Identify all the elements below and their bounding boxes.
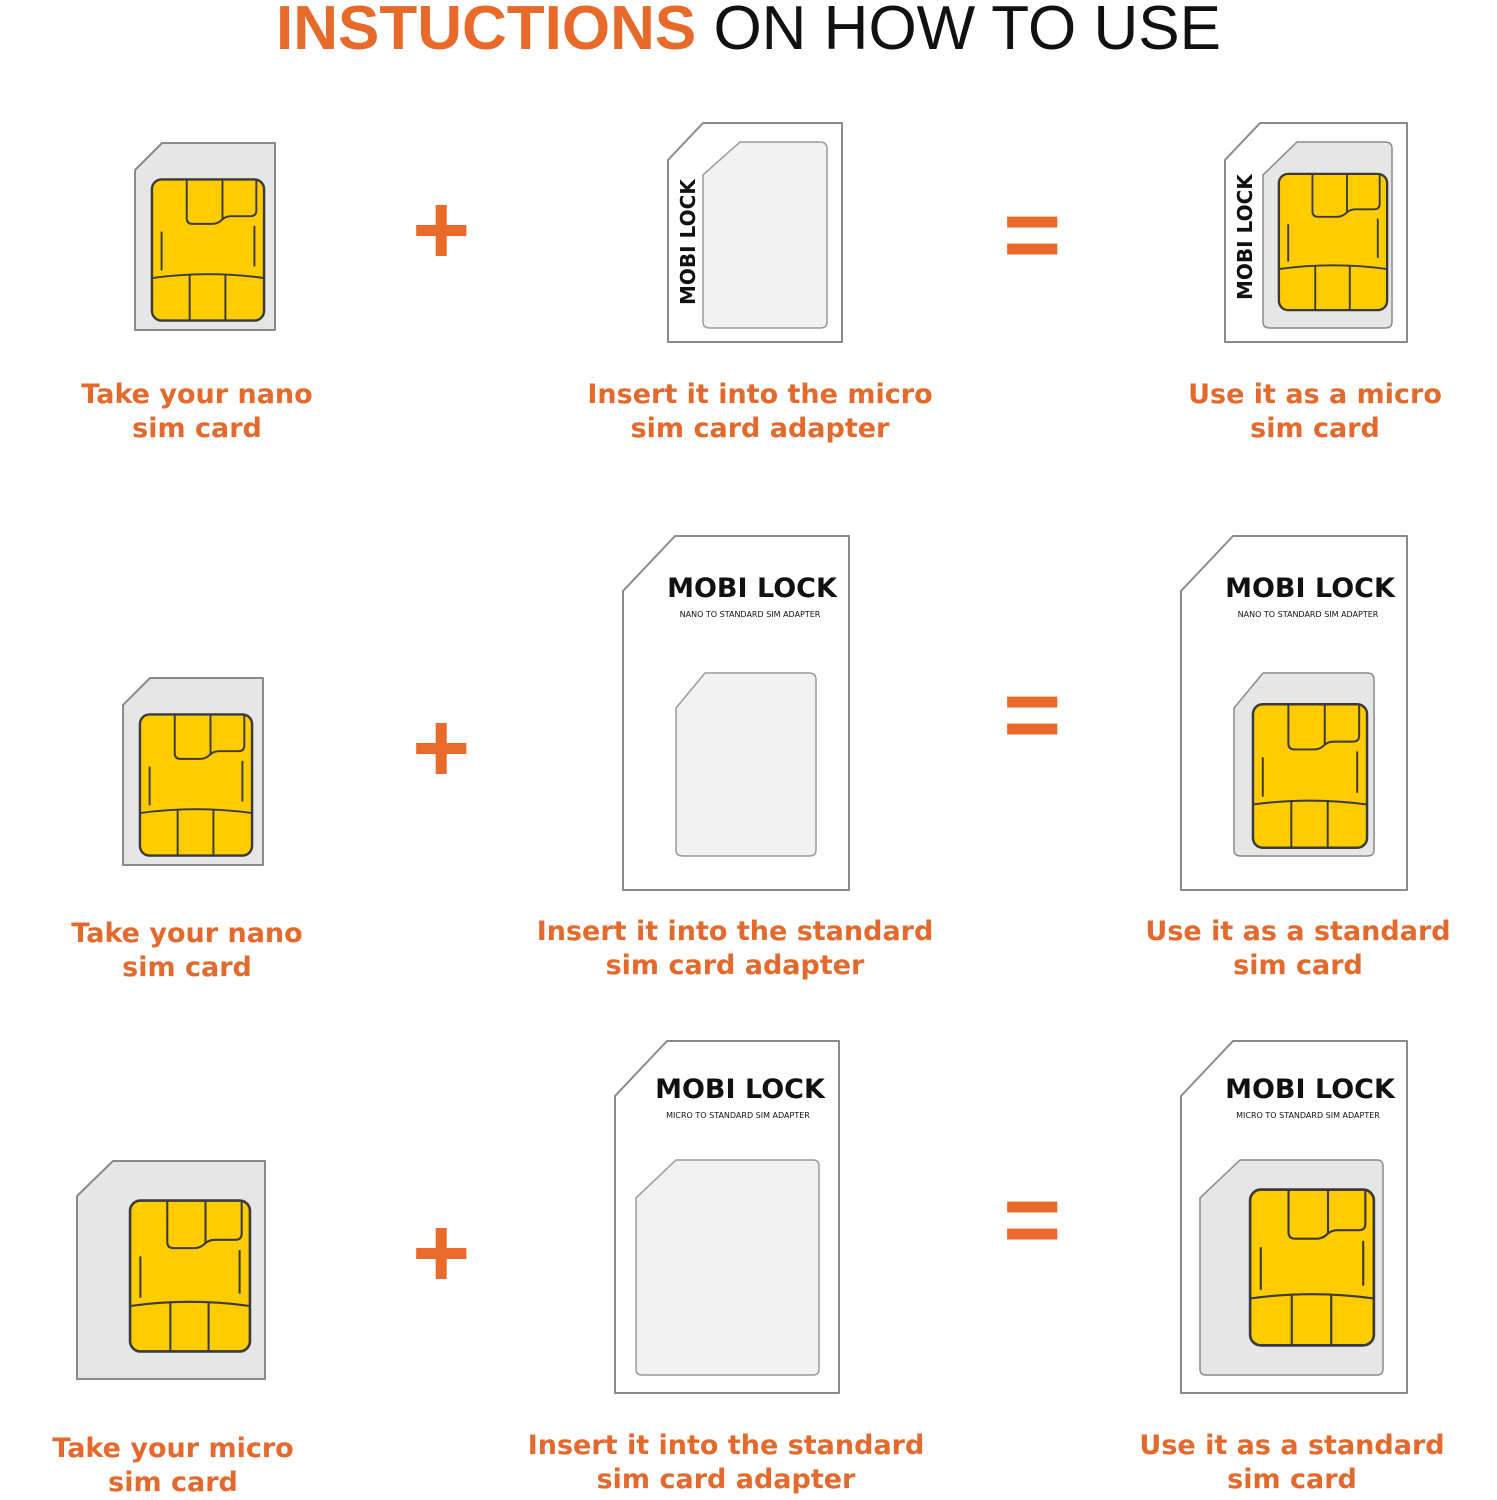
row2-left-caption [0,917,397,985]
standard-sim-adapter [612,1038,844,1398]
caption-line: sim card [132,413,262,444]
caption-line: Take your nano [71,918,303,949]
sim-chip [130,1201,250,1352]
row1-middle-caption [550,378,970,446]
caption-line: Insert it into the standard [527,1430,925,1461]
caption-line: Use it as a standard [1145,916,1451,947]
caption-line: sim card adapter [630,413,890,444]
nano-sim-card [118,675,268,870]
plus-sign: + [412,1197,471,1309]
standard-sim-assembled [1178,1038,1410,1398]
adapter-brand: MOBI LOCK [1225,573,1395,604]
plus-sign: + [412,692,471,804]
nano-sim-card [130,140,280,335]
adapter-subtitle: MICRO TO STANDARD SIM ADAPTER [1236,1111,1380,1120]
page-title [0,0,1497,64]
standard-sim-assembled [1178,533,1410,893]
caption-line: sim card [1227,1464,1357,1495]
row3-middle-caption [516,1429,936,1497]
micro-sim-adapter [665,120,845,345]
caption-line: Use it as a standard [1139,1430,1445,1461]
adapter-brand: MOBI LOCK [1233,174,1257,300]
equals-sign: = [1003,179,1062,291]
micro-sim-card [73,1158,269,1383]
caption-line: Take your micro [52,1433,294,1464]
adapter-brand: MOBI LOCK [1225,1074,1395,1105]
caption-line: sim card [1233,950,1363,981]
adapter-subtitle: NANO TO STANDARD SIM ADAPTER [679,610,821,619]
caption-line: sim card adapter [605,950,865,981]
caption-line: sim card [122,952,252,983]
title-rest: ON HOW TO USE [713,0,1221,63]
caption-line: Take your nano [81,379,313,410]
adapter-subtitle: NANO TO STANDARD SIM ADAPTER [1237,610,1379,619]
adapter-brand: MOBI LOCK [667,573,837,604]
row1-left-caption [0,378,407,446]
caption-line: sim card [108,1467,238,1498]
sim-chip [140,714,252,855]
sim-chip [1279,174,1387,310]
equals-sign: = [1003,1164,1062,1276]
caption-line: Insert it into the micro [587,379,933,410]
row1-right-caption [1105,378,1497,446]
adapter-brand: MOBI LOCK [676,179,700,305]
micro-sim-assembled [1222,120,1410,345]
caption-line: Use it as a micro [1188,379,1442,410]
caption-line: sim card adapter [596,1464,856,1495]
sim-chip [1253,704,1367,848]
row2-right-caption [1088,915,1497,983]
row3-right-caption [1082,1429,1497,1497]
adapter-subtitle: MICRO TO STANDARD SIM ADAPTER [666,1111,810,1120]
caption-line: sim card [1250,413,1380,444]
caption-line: Insert it into the standard [536,916,934,947]
equals-sign: = [1003,659,1062,771]
plus-sign: + [412,174,471,286]
row3-left-caption [0,1432,383,1500]
sim-chip [152,179,264,320]
row2-middle-caption [525,915,945,983]
standard-sim-adapter [620,533,852,893]
adapter-brand: MOBI LOCK [655,1074,825,1105]
title-accent: INSTUCTIONS [275,0,697,63]
sim-chip [1250,1190,1374,1346]
